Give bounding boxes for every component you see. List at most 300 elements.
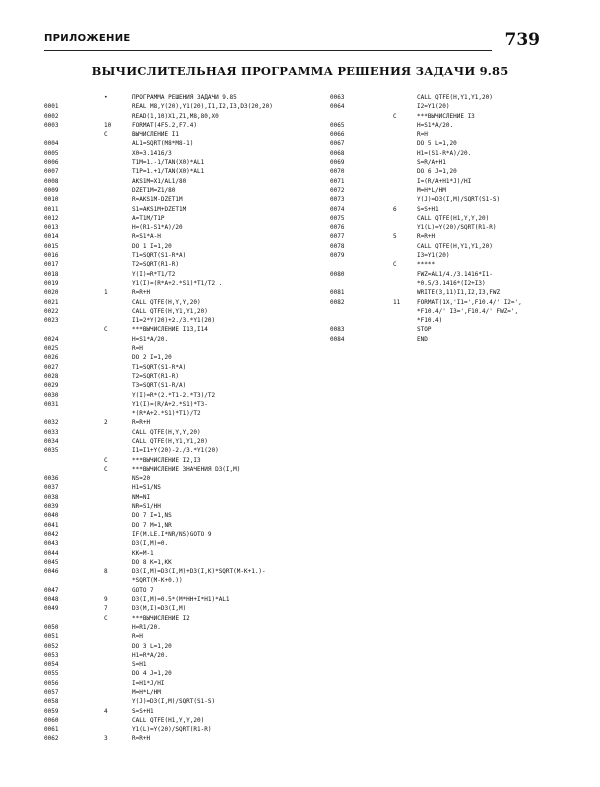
code-text: R=H bbox=[132, 345, 143, 353]
code-line bbox=[44, 102, 334, 111]
line-number: 0025 bbox=[44, 345, 59, 353]
code-line bbox=[44, 614, 334, 623]
code-text: NM=NI bbox=[132, 493, 151, 501]
code-text: CALL QTFE(H1,Y,Y,20) bbox=[132, 716, 205, 724]
statement-label: 7 bbox=[104, 605, 108, 613]
code-text: CALL QTFE(H,Y1,Y1,20) bbox=[132, 437, 208, 445]
line-number: 0008 bbox=[44, 177, 59, 185]
line-number: 0066 bbox=[330, 131, 345, 139]
code-text: ***ВЫЧИСЛЕНИЕ ЗНАЧЕНИЯ D3(I,M) bbox=[132, 465, 241, 473]
code-line bbox=[330, 325, 570, 334]
code-text: I1=2*Y(20)+2./3.*Y1(20) bbox=[132, 317, 216, 325]
statement-label: 1 bbox=[104, 289, 108, 297]
code-text: S=R/A+H1 bbox=[417, 159, 446, 167]
code-text: ***ВЫЧИСЛЕНИЕ I3 bbox=[417, 112, 475, 120]
line-number: 0079 bbox=[330, 252, 345, 260]
line-number: 0061 bbox=[44, 726, 59, 734]
line-number: 0027 bbox=[44, 363, 59, 371]
line-number: 0083 bbox=[330, 326, 345, 334]
code-text: ***ВЫЧИСЛЕНИЕ I13,I14 bbox=[132, 326, 208, 334]
code-text: ***** bbox=[417, 261, 436, 269]
line-number: 0069 bbox=[330, 159, 345, 167]
code-line bbox=[44, 158, 334, 167]
code-line bbox=[330, 288, 570, 297]
code-line bbox=[44, 139, 334, 148]
code-text: T2=SQRT(R1-R) bbox=[132, 372, 179, 380]
code-text: S=S+H1 bbox=[417, 205, 439, 213]
code-text: H1=S1/NS bbox=[132, 484, 161, 492]
statement-label: C bbox=[104, 131, 108, 139]
line-number: 0055 bbox=[44, 670, 59, 678]
code-line bbox=[44, 437, 334, 446]
code-text: ***ВЫЧИСЛЕНИЕ I2,I3 bbox=[132, 456, 201, 464]
code-line bbox=[44, 121, 334, 130]
code-line bbox=[44, 381, 334, 390]
code-line bbox=[330, 112, 570, 121]
code-text: S=H1 bbox=[132, 661, 147, 669]
listing-column-left bbox=[44, 93, 334, 744]
code-text: ПРОГРАММА РЕШЕНИЯ ЗАДАЧИ 9.85 bbox=[132, 94, 237, 101]
code-line bbox=[44, 279, 334, 288]
code-line bbox=[44, 400, 334, 409]
code-text: *F10.4/' I3=',F10.4/' FWZ=', bbox=[417, 307, 519, 315]
code-line bbox=[44, 353, 334, 362]
code-text: R=R+H bbox=[417, 233, 436, 241]
code-text: *SQRT(M-K+0.)) bbox=[132, 577, 183, 585]
line-number: 0052 bbox=[44, 642, 59, 650]
code-line bbox=[44, 260, 334, 269]
line-number: 0012 bbox=[44, 214, 59, 222]
code-line bbox=[44, 205, 334, 214]
code-text: X0=3.1416/3 bbox=[132, 149, 172, 157]
code-line bbox=[330, 242, 570, 251]
line-number: 0024 bbox=[44, 335, 59, 343]
code-line bbox=[44, 549, 334, 558]
line-number: 0003 bbox=[44, 121, 59, 129]
code-line bbox=[44, 372, 334, 381]
code-text: D3(M,I)=D3(I,M) bbox=[132, 605, 187, 613]
code-text: ВЫЧИСЛЕНИЕ I1 bbox=[132, 131, 179, 139]
line-number: 0005 bbox=[44, 149, 59, 157]
code-text: IF(M.LE.I*NR/NS)GOTO 9 bbox=[132, 530, 212, 538]
code-line bbox=[44, 232, 334, 241]
code-text: R=R+H bbox=[132, 289, 151, 297]
code-text: CALL QTFE(H,Y1,Y1,20) bbox=[417, 242, 493, 250]
statement-label: C bbox=[104, 456, 108, 464]
line-number: 0015 bbox=[44, 242, 59, 250]
code-text: T3=SQRT(S1-R/A) bbox=[132, 382, 187, 390]
line-number: 0007 bbox=[44, 168, 59, 176]
line-number: 0084 bbox=[330, 335, 345, 343]
code-text: D3(I,M)=0.5*(M*HH+I*H1)*AL1 bbox=[132, 596, 230, 604]
line-number: 0040 bbox=[44, 512, 59, 520]
code-text: NR=S1/HH bbox=[132, 503, 161, 511]
code-text: FORMAT(4F5.2,F7.4) bbox=[132, 121, 198, 129]
line-number: 0048 bbox=[44, 596, 59, 604]
line-number: 0032 bbox=[44, 419, 59, 427]
code-line bbox=[330, 279, 570, 288]
code-text: H=S1*A/20. bbox=[132, 335, 169, 343]
code-line bbox=[44, 195, 334, 204]
line-number: 0023 bbox=[44, 317, 59, 325]
code-text: I=H1*J/HI bbox=[132, 679, 165, 687]
code-line bbox=[44, 632, 334, 641]
code-line bbox=[44, 604, 334, 613]
code-text: T2=SQRT(R1-R) bbox=[132, 261, 179, 269]
statement-label: 10 bbox=[104, 121, 112, 129]
code-text: WRITE(3,11)I1,I2,I3,FWZ bbox=[417, 289, 501, 297]
line-number: 0016 bbox=[44, 252, 59, 260]
code-text: STOP bbox=[417, 326, 432, 334]
code-text: *F10.4) bbox=[417, 317, 443, 325]
code-text: R=H bbox=[132, 633, 143, 641]
line-number: 0033 bbox=[44, 428, 59, 436]
code-line bbox=[44, 716, 334, 725]
code-text: *0.5/3.1416*(I2+I3) bbox=[417, 279, 486, 287]
code-text: DZET1M=Z1/80 bbox=[132, 186, 176, 194]
code-line bbox=[330, 251, 570, 260]
header-rule bbox=[44, 50, 492, 51]
code-line bbox=[44, 707, 334, 716]
code-line bbox=[44, 660, 334, 669]
code-text: I2=Y1(20) bbox=[417, 103, 450, 111]
code-line bbox=[44, 474, 334, 483]
code-text: AKS1M=X1/AL1/80 bbox=[132, 177, 187, 185]
code-line bbox=[330, 93, 570, 102]
code-text: S1=AKS1M+DZET1M bbox=[132, 205, 187, 213]
code-line bbox=[44, 270, 334, 279]
code-text: ***ВЫЧИСЛЕНИЕ I2 bbox=[132, 614, 190, 622]
line-number: 0017 bbox=[44, 261, 59, 269]
code-line bbox=[44, 502, 334, 511]
line-number: 0050 bbox=[44, 623, 59, 631]
code-text: NS=20 bbox=[132, 475, 151, 483]
code-line bbox=[44, 186, 334, 195]
statement-label: C bbox=[104, 465, 108, 473]
code-line bbox=[44, 130, 334, 139]
code-line bbox=[330, 260, 570, 269]
running-head: ПРИЛОЖЕНИЕ bbox=[44, 33, 131, 44]
code-line bbox=[44, 576, 334, 585]
line-number: 0065 bbox=[330, 121, 345, 129]
code-line bbox=[330, 270, 570, 279]
code-text: Y(I)=R*T1/T2 bbox=[132, 270, 176, 278]
code-text: R=S1*A-H bbox=[132, 233, 161, 241]
code-line bbox=[44, 223, 334, 232]
line-number: 0045 bbox=[44, 558, 59, 566]
code-text: Y(J)=D3(I,M)/SQRT(S1-S) bbox=[417, 196, 501, 204]
code-text: I=(R/A+H1*J)/HI bbox=[417, 177, 472, 185]
code-line bbox=[44, 465, 334, 474]
line-number: 0028 bbox=[44, 372, 59, 380]
program-title: ВЫЧИСЛИТЕЛЬНАЯ ПРОГРАММА РЕШЕНИЯ ЗАДАЧИ 9.85 bbox=[91, 64, 509, 78]
page-number: 739 bbox=[504, 30, 540, 50]
code-text: Y1(I)=(R/A+2.*S1)*T3- bbox=[132, 400, 208, 408]
code-text: DO 8 K=1,KK bbox=[132, 558, 172, 566]
line-number: 0057 bbox=[44, 689, 59, 696]
line-number: 0006 bbox=[44, 159, 59, 167]
code-line bbox=[44, 344, 334, 353]
line-number: 0019 bbox=[44, 279, 59, 287]
code-line bbox=[44, 493, 334, 502]
code-line bbox=[330, 130, 570, 139]
line-number: 0078 bbox=[330, 242, 345, 250]
code-text: CALL QTFE(H1,Y,Y,20) bbox=[417, 214, 490, 222]
line-number: 0001 bbox=[44, 103, 59, 111]
listing-column-right bbox=[330, 93, 570, 344]
code-line bbox=[44, 697, 334, 706]
code-text: M=H*L/HM bbox=[417, 186, 446, 194]
code-line bbox=[44, 521, 334, 530]
line-number: 0042 bbox=[44, 530, 59, 538]
code-line bbox=[44, 391, 334, 400]
code-line bbox=[44, 167, 334, 176]
line-number: 0022 bbox=[44, 307, 59, 315]
statement-label: 11 bbox=[393, 298, 401, 306]
line-number: 0029 bbox=[44, 382, 59, 390]
code-line bbox=[330, 214, 570, 223]
code-text: DO 7 I=1,NS bbox=[132, 512, 172, 520]
line-number: 0043 bbox=[44, 540, 59, 548]
code-line bbox=[44, 558, 334, 567]
code-text: A=T1M/T1P bbox=[132, 214, 165, 222]
line-number: 0060 bbox=[44, 716, 59, 724]
line-number: 0075 bbox=[330, 214, 345, 222]
line-number: 0070 bbox=[330, 168, 345, 176]
line-number: 0067 bbox=[330, 140, 345, 148]
line-number: 0059 bbox=[44, 707, 59, 715]
code-text: I3=Y1(20) bbox=[417, 252, 450, 260]
code-line bbox=[330, 139, 570, 148]
code-line bbox=[44, 456, 334, 465]
code-line bbox=[330, 307, 570, 316]
statement-label: C bbox=[104, 614, 108, 622]
line-number: 0080 bbox=[330, 270, 345, 278]
code-line bbox=[44, 483, 334, 492]
line-number: 0063 bbox=[330, 94, 345, 101]
code-line bbox=[330, 205, 570, 214]
code-text: CALL QTFE(H,Y,Y,20) bbox=[132, 428, 201, 436]
code-line bbox=[330, 335, 570, 344]
code-line bbox=[44, 409, 334, 418]
line-number: 0039 bbox=[44, 503, 59, 511]
code-text: H1=R*A/20. bbox=[132, 651, 169, 659]
code-line bbox=[330, 232, 570, 241]
code-text: AL1=SQRT(M8*M8-1) bbox=[132, 140, 194, 148]
line-number: 0082 bbox=[330, 298, 345, 306]
statement-label: • bbox=[104, 94, 108, 101]
code-line bbox=[44, 595, 334, 604]
code-text: Y(I)=R*(2.*T1-2.*T3)/T2 bbox=[132, 391, 216, 399]
line-number: 0044 bbox=[44, 549, 59, 557]
line-number: 0071 bbox=[330, 177, 345, 185]
line-number: 0031 bbox=[44, 400, 59, 408]
line-number: 0051 bbox=[44, 633, 59, 641]
code-text: I1=I1+Y(20)-2./3.*Y1(20) bbox=[132, 447, 219, 455]
statement-label: 3 bbox=[104, 735, 108, 743]
line-number: 0010 bbox=[44, 196, 59, 204]
line-number: 0056 bbox=[44, 679, 59, 687]
code-text: H=(R1-S1*A)/20 bbox=[132, 224, 183, 232]
code-line bbox=[330, 177, 570, 186]
line-number: 0020 bbox=[44, 289, 59, 297]
code-text: D3(I,M)=D3(I,M)+D3(I,K)*SQRT(M-K+1.)- bbox=[132, 568, 266, 576]
code-text: FWZ=AL1/4./3.1416*I1- bbox=[417, 270, 493, 278]
code-text: S=S+H1 bbox=[132, 707, 154, 715]
code-line bbox=[44, 242, 334, 251]
line-number: 0037 bbox=[44, 484, 59, 492]
line-number: 0021 bbox=[44, 298, 59, 306]
code-text: T1M=1.-1/TAN(X0)*AL1 bbox=[132, 159, 205, 167]
code-text: T1P=1.+1/TAN(X0)*AL1 bbox=[132, 168, 205, 176]
line-number: 0035 bbox=[44, 447, 59, 455]
line-number: 0046 bbox=[44, 568, 59, 576]
code-line bbox=[44, 418, 334, 427]
code-text: Y1(I)=(R*A+2.*S1)*T1/T2 . bbox=[132, 279, 223, 287]
code-text: DO 6 J=1,20 bbox=[417, 168, 457, 176]
code-text: R=R+H bbox=[132, 419, 151, 427]
code-text: DO 3 L=1,20 bbox=[132, 642, 172, 650]
line-number: 0041 bbox=[44, 521, 59, 529]
code-text: R=R+H bbox=[132, 735, 151, 743]
code-line bbox=[330, 121, 570, 130]
code-line bbox=[330, 158, 570, 167]
code-text: REAL M8,Y(20),Y1(20),I1,I2,I3,D3(20,20) bbox=[132, 103, 273, 111]
line-number: 0062 bbox=[44, 735, 59, 743]
code-text: GOTO 7 bbox=[132, 586, 154, 594]
code-text: DO 2 I=1,20 bbox=[132, 354, 172, 362]
code-text: M=H*L/HM bbox=[132, 689, 161, 696]
code-text: CALL QTFE(H,Y,Y,20) bbox=[132, 298, 201, 306]
line-number: 0068 bbox=[330, 149, 345, 157]
code-line bbox=[44, 251, 334, 260]
code-line bbox=[330, 167, 570, 176]
line-number: 0081 bbox=[330, 289, 345, 297]
line-number: 0076 bbox=[330, 224, 345, 232]
code-text: T1=SQRT(S1-R*A) bbox=[132, 363, 187, 371]
statement-label: 9 bbox=[104, 596, 108, 604]
line-number: 0049 bbox=[44, 605, 59, 613]
line-number: 0074 bbox=[330, 205, 345, 213]
line-number: 0054 bbox=[44, 661, 59, 669]
code-line bbox=[330, 102, 570, 111]
code-line bbox=[44, 734, 334, 743]
code-text: H1=(S1-R*A)/20. bbox=[417, 149, 472, 157]
line-number: 0073 bbox=[330, 196, 345, 204]
code-line bbox=[44, 149, 334, 158]
code-text: H=S1*A/20. bbox=[417, 121, 454, 129]
line-number: 0053 bbox=[44, 651, 59, 659]
line-number: 0034 bbox=[44, 437, 59, 445]
line-number: 0004 bbox=[44, 140, 59, 148]
statement-label: 8 bbox=[104, 568, 108, 576]
line-number: 0014 bbox=[44, 233, 59, 241]
code-line bbox=[44, 316, 334, 325]
statement-label: C bbox=[393, 261, 397, 269]
code-line bbox=[44, 112, 334, 121]
line-number: 0011 bbox=[44, 205, 59, 213]
code-line bbox=[330, 316, 570, 325]
code-line bbox=[44, 428, 334, 437]
line-number: 0002 bbox=[44, 112, 59, 120]
line-number: 0047 bbox=[44, 586, 59, 594]
statement-label: C bbox=[104, 326, 108, 334]
code-line bbox=[44, 539, 334, 548]
code-text: Y1(L)=Y(20)/SQRT(R1-R) bbox=[417, 224, 497, 232]
code-text: DO 4 J=1,20 bbox=[132, 670, 172, 678]
code-line bbox=[44, 93, 334, 102]
code-text: DO 1 I=1,20 bbox=[132, 242, 172, 250]
code-text: R=H bbox=[417, 131, 428, 139]
line-number: 0072 bbox=[330, 186, 345, 194]
code-text: KK=M-1 bbox=[132, 549, 154, 557]
code-text: DO 5 L=1,20 bbox=[417, 140, 457, 148]
line-number: 0058 bbox=[44, 698, 59, 706]
statement-label: 4 bbox=[104, 707, 108, 715]
line-number: 0018 bbox=[44, 270, 59, 278]
code-line bbox=[44, 298, 334, 307]
line-number: 0030 bbox=[44, 391, 59, 399]
code-text: Y1(L)=Y(20)/SQRT(R1-R) bbox=[132, 726, 212, 734]
code-text: Y(J)=D3(I,M)/SQRT(S1-S) bbox=[132, 698, 216, 706]
code-text: H=R1/20. bbox=[132, 623, 161, 631]
code-line bbox=[44, 623, 334, 632]
code-text: *(R*A+2.*S1)*T1)/T2 bbox=[132, 410, 201, 418]
code-line bbox=[44, 669, 334, 678]
code-line bbox=[44, 446, 334, 455]
code-text: CALL QTFE(H,Y1,Y1,20) bbox=[417, 94, 493, 101]
code-line bbox=[44, 567, 334, 576]
code-line bbox=[44, 688, 334, 697]
code-line bbox=[44, 177, 334, 186]
code-text: FORMAT(1X,'I1=',F10.4/' I2=', bbox=[417, 298, 522, 306]
line-number: 0038 bbox=[44, 493, 59, 501]
code-line bbox=[44, 725, 334, 734]
code-line bbox=[44, 325, 334, 334]
line-number: 0036 bbox=[44, 475, 59, 483]
code-text: T1=SQRT(S1-R*A) bbox=[132, 252, 187, 260]
code-line bbox=[330, 149, 570, 158]
code-line bbox=[330, 223, 570, 232]
statement-label: C bbox=[393, 112, 397, 120]
code-line bbox=[44, 288, 334, 297]
code-text: DO 7 M=1,NR bbox=[132, 521, 172, 529]
statement-label: 2 bbox=[104, 419, 108, 427]
line-number: 0077 bbox=[330, 233, 345, 241]
code-line bbox=[44, 511, 334, 520]
code-line bbox=[330, 298, 570, 307]
code-text: D3(I,M)=0. bbox=[132, 540, 169, 548]
code-text: R=AKS1M-DZET1M bbox=[132, 196, 183, 204]
code-line bbox=[44, 586, 334, 595]
code-line bbox=[44, 651, 334, 660]
code-line bbox=[44, 214, 334, 223]
code-text: READ(1,10)X1,Z1,M8,80,X0 bbox=[132, 112, 219, 120]
line-number: 0009 bbox=[44, 186, 59, 194]
code-line bbox=[330, 195, 570, 204]
line-number: 0064 bbox=[330, 103, 345, 111]
code-line bbox=[44, 335, 334, 344]
code-line bbox=[330, 186, 570, 195]
statement-label: 6 bbox=[393, 205, 397, 213]
code-line bbox=[44, 307, 334, 316]
code-line bbox=[44, 363, 334, 372]
line-number: 0013 bbox=[44, 224, 59, 232]
code-line bbox=[44, 679, 334, 688]
code-text: END bbox=[417, 335, 428, 343]
code-text: CALL QTFE(H,Y1,Y1,20) bbox=[132, 307, 208, 315]
line-number: 0026 bbox=[44, 354, 59, 362]
